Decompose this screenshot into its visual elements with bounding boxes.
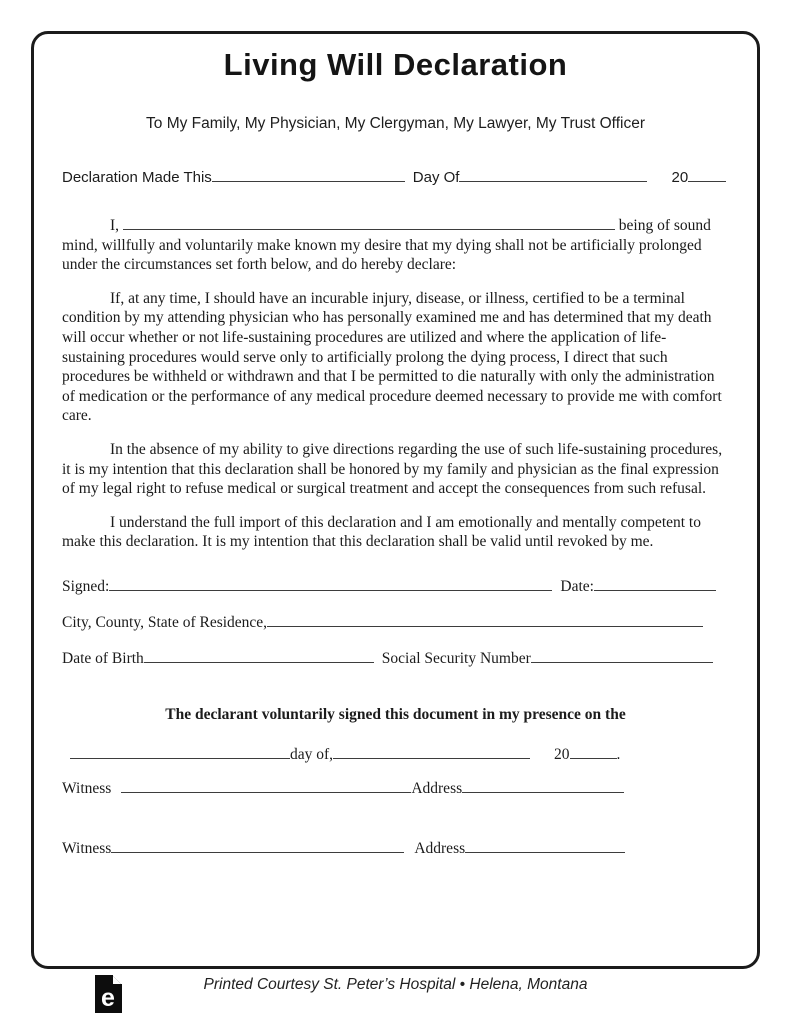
witness-day-of-label: day of, [290, 745, 334, 763]
signed-date-line [62, 578, 729, 596]
year-prefix-label: 20 [671, 169, 689, 186]
footer-credit-text: Printed Courtesy St. Peter’s Hospital • Helena, Montana [203, 976, 588, 993]
dob-ssn-line [62, 650, 729, 668]
witness-year-period: . [616, 745, 621, 763]
ssn-blank[interactable] [531, 658, 713, 663]
witness-day-blank[interactable] [70, 754, 290, 759]
declarant-suffix-text: being of sound mind, willfully and voluntarily make known my desire that my dying shall not be artificially prolonged under the circumstances set forth below, and do hereby declare: [62, 217, 711, 274]
witness2-signature-blank[interactable] [111, 848, 404, 853]
residence-label: City, County, State of Residence, [62, 613, 268, 631]
witness1-address-blank[interactable] [462, 788, 624, 793]
residence-blank[interactable] [267, 622, 703, 627]
paragraph-declarant [62, 216, 729, 275]
declaration-made-this-label: Declaration Made This [62, 169, 212, 186]
witness-year-prefix-label: 20 [554, 745, 570, 763]
signed-label: Signed: [62, 577, 110, 595]
ssn-label: Social Security Number [381, 649, 531, 667]
sign-date-blank[interactable] [594, 586, 716, 591]
witness2-label: Witness [62, 839, 112, 857]
svg-text:e: e [101, 984, 115, 1012]
witness-year-blank[interactable] [570, 754, 617, 759]
page-footer [0, 972, 791, 1018]
declaration-day-blank[interactable] [212, 177, 405, 182]
witness-statement: The declarant voluntarily signed this document in my presence on the [165, 705, 626, 723]
witness2-address-blank[interactable] [465, 848, 625, 853]
paragraph-intention: In the absence of my ability to give directions regarding the use of such life-sustaining procedures, it is my intention that this declaration shall be honored by my family and physician as the final expression of my legal right to refuse medical or surgical treatment and accept the consequences from such refusal. [62, 440, 723, 498]
witness1-label: Witness [62, 779, 112, 797]
witness-date-line [62, 746, 729, 764]
paragraph-terminal-condition: If, at any time, I should have an incurable injury, disease, or illness, certified to be a terminal condition by my attending physician who has personally examined me and has determined that my death will occur whether or not life-sustaining procedures are utilized and where the application of life-sustaining procedures would serve only to artificially prolong the dying process, I direct that such procedures be withheld or withdrawn and that I be permitted to die naturally with only the administration of medication or the performance of any medical procedure deemed necessary to provide me with comfort care. [62, 289, 722, 425]
document-title: Living Will Declaration [223, 47, 568, 82]
witness2-address-label: Address [414, 839, 466, 857]
dob-label: Date of Birth [62, 649, 144, 667]
witness1-line [62, 780, 729, 798]
day-of-label: Day Of [412, 169, 460, 186]
living-will-form-page [31, 31, 760, 969]
paragraph-competence: I understand the full import of this declaration and I am emotionally and mentally competent to make this declaration. It is my intention that this declaration shall be valid until revoked by me. [62, 513, 701, 551]
declaration-month-blank[interactable] [459, 177, 647, 182]
witness1-signature-blank[interactable] [121, 788, 411, 793]
document-subtitle: To My Family, My Physician, My Clergyman, My Lawyer, My Trust Officer [146, 115, 645, 132]
declaration-year-blank[interactable] [688, 177, 726, 182]
signature-blank[interactable] [109, 586, 552, 591]
declarant-name-blank[interactable] [123, 225, 615, 230]
witness-month-blank[interactable] [333, 754, 530, 759]
residence-line [62, 614, 729, 632]
witness1-address-label: Address [411, 779, 463, 797]
dob-blank[interactable] [144, 658, 374, 663]
declaration-date-line [62, 169, 729, 186]
date-label: Date: [560, 577, 594, 595]
declarant-prefix-label: I, [110, 217, 120, 234]
witness2-line [62, 840, 729, 858]
